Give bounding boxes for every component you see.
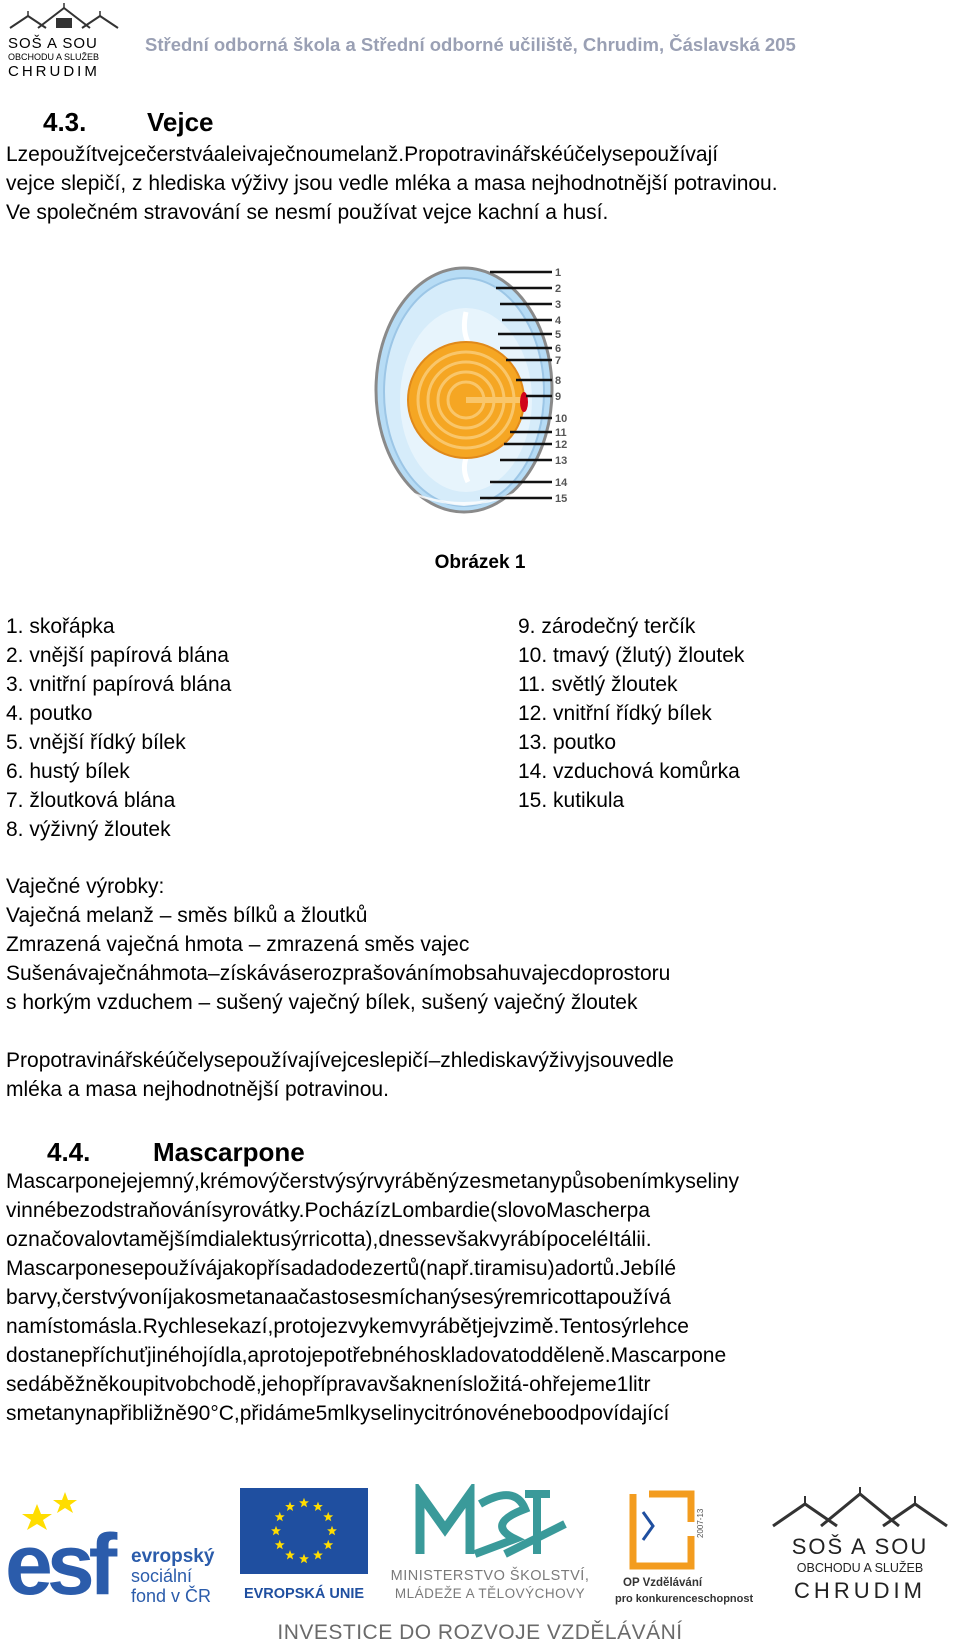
footer-slogan: INVESTICE DO ROZVOJE VZDĚLÁVÁNÍ	[277, 1621, 683, 1644]
eu-label: EVROPSKÁ UNIE	[243, 1586, 365, 1602]
msmt-mark	[420, 1494, 470, 1554]
legend-item: 11. světlý žloutek	[518, 673, 678, 696]
mascarpone-line: dostanepříchuťjinéhojídla,aprotojepotřebnéhoskladovatodděleně.Mascarpone	[6, 1344, 727, 1367]
castle-roof-icon	[773, 1494, 947, 1526]
figure-label: 15	[555, 493, 568, 505]
sos-footer-logo	[765, 1486, 955, 1606]
legend-item: 5. vnější řídký bílek	[6, 731, 186, 754]
section-number: 4.4.	[47, 1137, 91, 1167]
esf-letters: esf	[5, 1517, 112, 1606]
figure-label: 5	[555, 329, 562, 341]
msmt-line-2: MLÁDEŽE A TĚLOVÝCHOVY	[394, 1586, 586, 1601]
egg-diagram	[370, 250, 600, 540]
school-logo	[8, 2, 120, 82]
figure-label: 10	[555, 413, 568, 425]
esf-logo	[5, 1486, 230, 1606]
legend-item: 8. výživný žloutek	[6, 818, 171, 841]
egg-products	[6, 872, 956, 1017]
esf-line-3: fond v ČR	[131, 1586, 212, 1606]
mascarpone-line: označovalovtamějšímdialektusýrricotta),dnessevšakvyrábípoceléItálii.	[6, 1228, 652, 1251]
esf-line-2: sociální	[131, 1566, 193, 1586]
legend-item: 12. vnitřní řídký bílek	[518, 702, 712, 725]
summary-line: mléka a masa nejhodnotnější potravinou.	[6, 1078, 389, 1101]
figure-label: 9	[555, 391, 562, 403]
mascarpone-line: Mascarponejejemný,krémovýčerstvýsýrvyráběnýzesmetanypůsobenímkyseliny	[6, 1170, 740, 1193]
esf-line-1: evropský	[131, 1546, 215, 1567]
legend-item: 3. vnitřní papírová blána	[6, 673, 232, 696]
legend-item: 14. vzduchová komůrka	[518, 760, 740, 783]
msmt-logo	[375, 1484, 605, 1609]
products-line: Zmrazená vaječná hmota – zmrazená směs vajec	[6, 933, 470, 956]
legend-item: 7. žloutková blána	[6, 789, 176, 812]
mascarpone-line: vinnébezodstraňovánísyrovátky.PocházízLombardie(slovoMascherpa	[6, 1199, 650, 1222]
mascarpone-line: Mascarponesepoužívájakopřísadadodezertů(např.tiramisu)adortů.Jebílé	[6, 1257, 677, 1280]
mascarpone-line: namístomásla.Rychlesekazí,protojezvykemvyrábětjejvzimě.Tentosýrlehce	[6, 1315, 689, 1338]
figure-label: 7	[555, 355, 562, 367]
footer-logos	[0, 1478, 960, 1644]
legend-item: 2. vnější papírová blána	[6, 644, 229, 667]
products-line: Sušenávaječnáhmota–získáváserozprašovánímobsahuvajecdoprostoru	[6, 962, 671, 985]
msmt-line-1: MINISTERSTVO ŠKOLSTVÍ,	[390, 1568, 590, 1584]
mascarpone-text	[6, 1167, 956, 1428]
section-number: 4.3.	[43, 107, 87, 137]
products-line: Vaječné výrobky:	[6, 875, 165, 898]
logo-line-2: OBCHODU A SLUŽEB	[8, 52, 100, 62]
legend-item: 1. skořápka	[6, 615, 115, 638]
intro-line: Lzepoužítvejcečerstváaleivaječnoumelanž.Propotravinářskéúčelysepoužívají	[6, 143, 719, 166]
legend-item: 4. poutko	[6, 702, 93, 725]
legend-item: 6. hustý bílek	[6, 760, 130, 783]
op-year: 2007-13	[696, 1508, 705, 1538]
figure-caption: Obrázek 1	[434, 552, 526, 573]
legend-item: 15. kutikula	[518, 789, 625, 812]
logo-line-3: CHRUDIM	[8, 63, 100, 80]
sos-line-3: CHRUDIM	[794, 1578, 926, 1603]
op-logo	[615, 1488, 760, 1608]
figure-label: 2	[555, 283, 562, 295]
eggs-summary	[6, 1046, 956, 1104]
figure-label: 13	[555, 455, 568, 467]
legend-item: 9. zárodečný terčík	[518, 615, 696, 638]
section-title: Vejce	[147, 107, 214, 137]
mascarpone-line: sedáběžněkoupitvobchodě,jehopřípravavšaknenísložitá-ohřejeme1litr	[6, 1373, 651, 1396]
intro-line: Ve společném stravování se nesmí používat vejce kachní a husí.	[6, 201, 609, 224]
section-title: Mascarpone	[153, 1137, 305, 1167]
figure-label: 6	[555, 343, 562, 355]
legend-right	[518, 612, 744, 815]
figure-label: 11	[555, 427, 567, 439]
star-icon	[53, 1492, 77, 1513]
school-name: Střední odborná škola a Střední odborné učiliště, Chrudim, Čáslavská 205	[145, 34, 796, 55]
castle-roof-icon	[8, 2, 120, 30]
products-line: s horkým vzduchem – sušený vaječný bílek, sušený vaječný žloutek	[6, 991, 638, 1014]
figure-label: 14	[555, 477, 568, 489]
figure-label: 3	[555, 299, 562, 311]
logo-line-1: SOŠ A SOU	[8, 35, 98, 52]
sos-line-2: OBCHODU A SLUŽEB	[796, 1561, 924, 1575]
figure-label: 1	[555, 267, 562, 279]
op-line-2: pro konkurenceschopnost	[615, 1593, 754, 1605]
sos-line-1: SOŠ A SOU	[791, 1534, 929, 1559]
eu-logo	[240, 1486, 370, 1606]
summary-line: Propotravinářskéúčelysepoužívajívejceslepičí–zhlediskavýživyjsouvedle	[6, 1049, 674, 1072]
legend-item: 10. tmavý (žlutý) žloutek	[518, 644, 745, 667]
mascarpone-line: barvy,čerstvývoníjakosmetanaačastosesmíchanýsesýremricottapoužívá	[6, 1286, 671, 1309]
intro-line: vejce slepičí, z hlediska výživy jsou vedle mléka a masa nejhodnotnější potravinou.	[6, 172, 778, 195]
figure-label: 4	[555, 315, 562, 327]
op-frame	[633, 1494, 691, 1566]
mascarpone-line: smetanynapřibližně90°C,přidáme5mlkyselinycitrónovéneboodpovídající	[6, 1402, 670, 1425]
products-line: Vaječná melanž – směs bílků a žloutků	[6, 904, 368, 927]
figure-label: 8	[555, 375, 562, 387]
figure-label: 12	[555, 439, 568, 451]
op-line-1: OP Vzdělávání	[623, 1577, 703, 1589]
legend-item: 13. poutko	[518, 731, 617, 754]
eggs-intro	[6, 140, 956, 227]
legend-left	[6, 612, 231, 844]
